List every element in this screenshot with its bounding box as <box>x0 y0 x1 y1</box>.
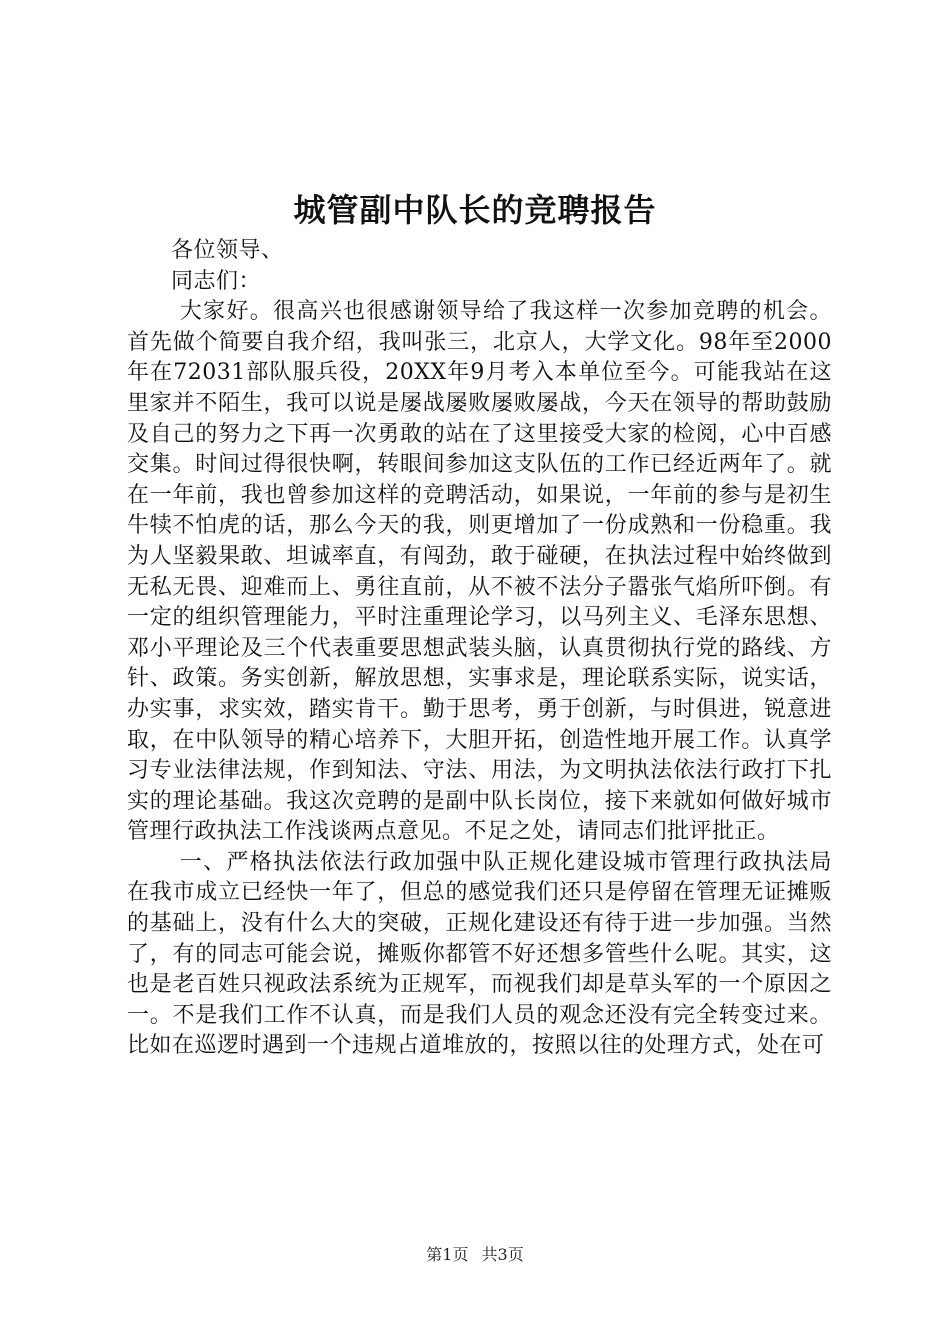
body-paragraph: 一、严格执法依法行政加强中队正规化建设城市管理行政执法局在我市成立已经快一年了，但总的感觉我们还只是停留在管理无证摊贩的基础上，没有什么大的突破，正规化建设还有待于进一步加强。当然了，有的同志可能会说，摊贩你都管不好还想多管些什么呢。其实，这也是老百姓只视政法系统为正规军，而视我们却是草头军的一个原因之一。不是我们工作不认真，而是我们人员的观念还没有完全转变过来。比如在巡逻时遇到一个违规占道堆放的，按照以往的处理方式，处在可 <box>127 849 832 1059</box>
body-paragraph: 大家好。很高兴也很感谢领导给了我这样一次参加竞聘的机会。首先做个简要自我介绍，我叫张三，北京人，大学文化。98年至2000年在72031部队服兵役，20XX年9月考入本单位至今。可能我站在这里家并不陌生，我可以说是屡战屡败屡败屡战，今天在领导的帮助鼓励及自己的努力之下再一次勇敢的站在了这里接受大家的检阅，心中百感交集。时间过得很快啊，转眼间参加这支队伍的工作已经近两年了。就在一年前，我也曾参加这样的竞聘活动，如果说，一年前的参与是初生牛犊不怕虎的话，那么今天的我，则更增加了一份成熟和一份稳重。我为人坚毅果敢、坦诚率直，有闯劲，敢于碰硬，在执法过程中始终做到无私无畏、迎难而上、勇往直前，从不被不法分子嚣张气焰所吓倒。有一定的组织管理能力，平时注重理论学习，以马列主义、毛泽东思想、邓小平理论及三个代表重要思想武装头脑，认真贯彻执行党的路线、方针、政策。务实创新，解放思想，实事求是，理论联系实际，说实话，办实事，求实效，踏实肯干。勤于思考，勇于创新，与时俱进，锐意进取，在中队领导的精心培养下，大胆开拓，创造性地开展工作。认真学习专业法律法规，作到知法、守法、用法，为文明执法依法行政打下扎实的理论基础。我这次竞聘的是副中队长岗位，接下来就如何做好城市管理行政执法工作浅谈两点意见。不足之处，请同志们批评批正。 <box>127 299 832 845</box>
salutation-line: 同志们： <box>171 268 262 294</box>
salutation-line: 各位领导、 <box>171 238 284 263</box>
page-footer <box>0 1244 950 1266</box>
document-title: 城管副中队长的竞聘报告 <box>293 191 657 229</box>
document-body <box>127 236 832 1062</box>
page-total: 共3页 <box>481 1245 524 1264</box>
page-number: 第1页 <box>426 1245 469 1264</box>
